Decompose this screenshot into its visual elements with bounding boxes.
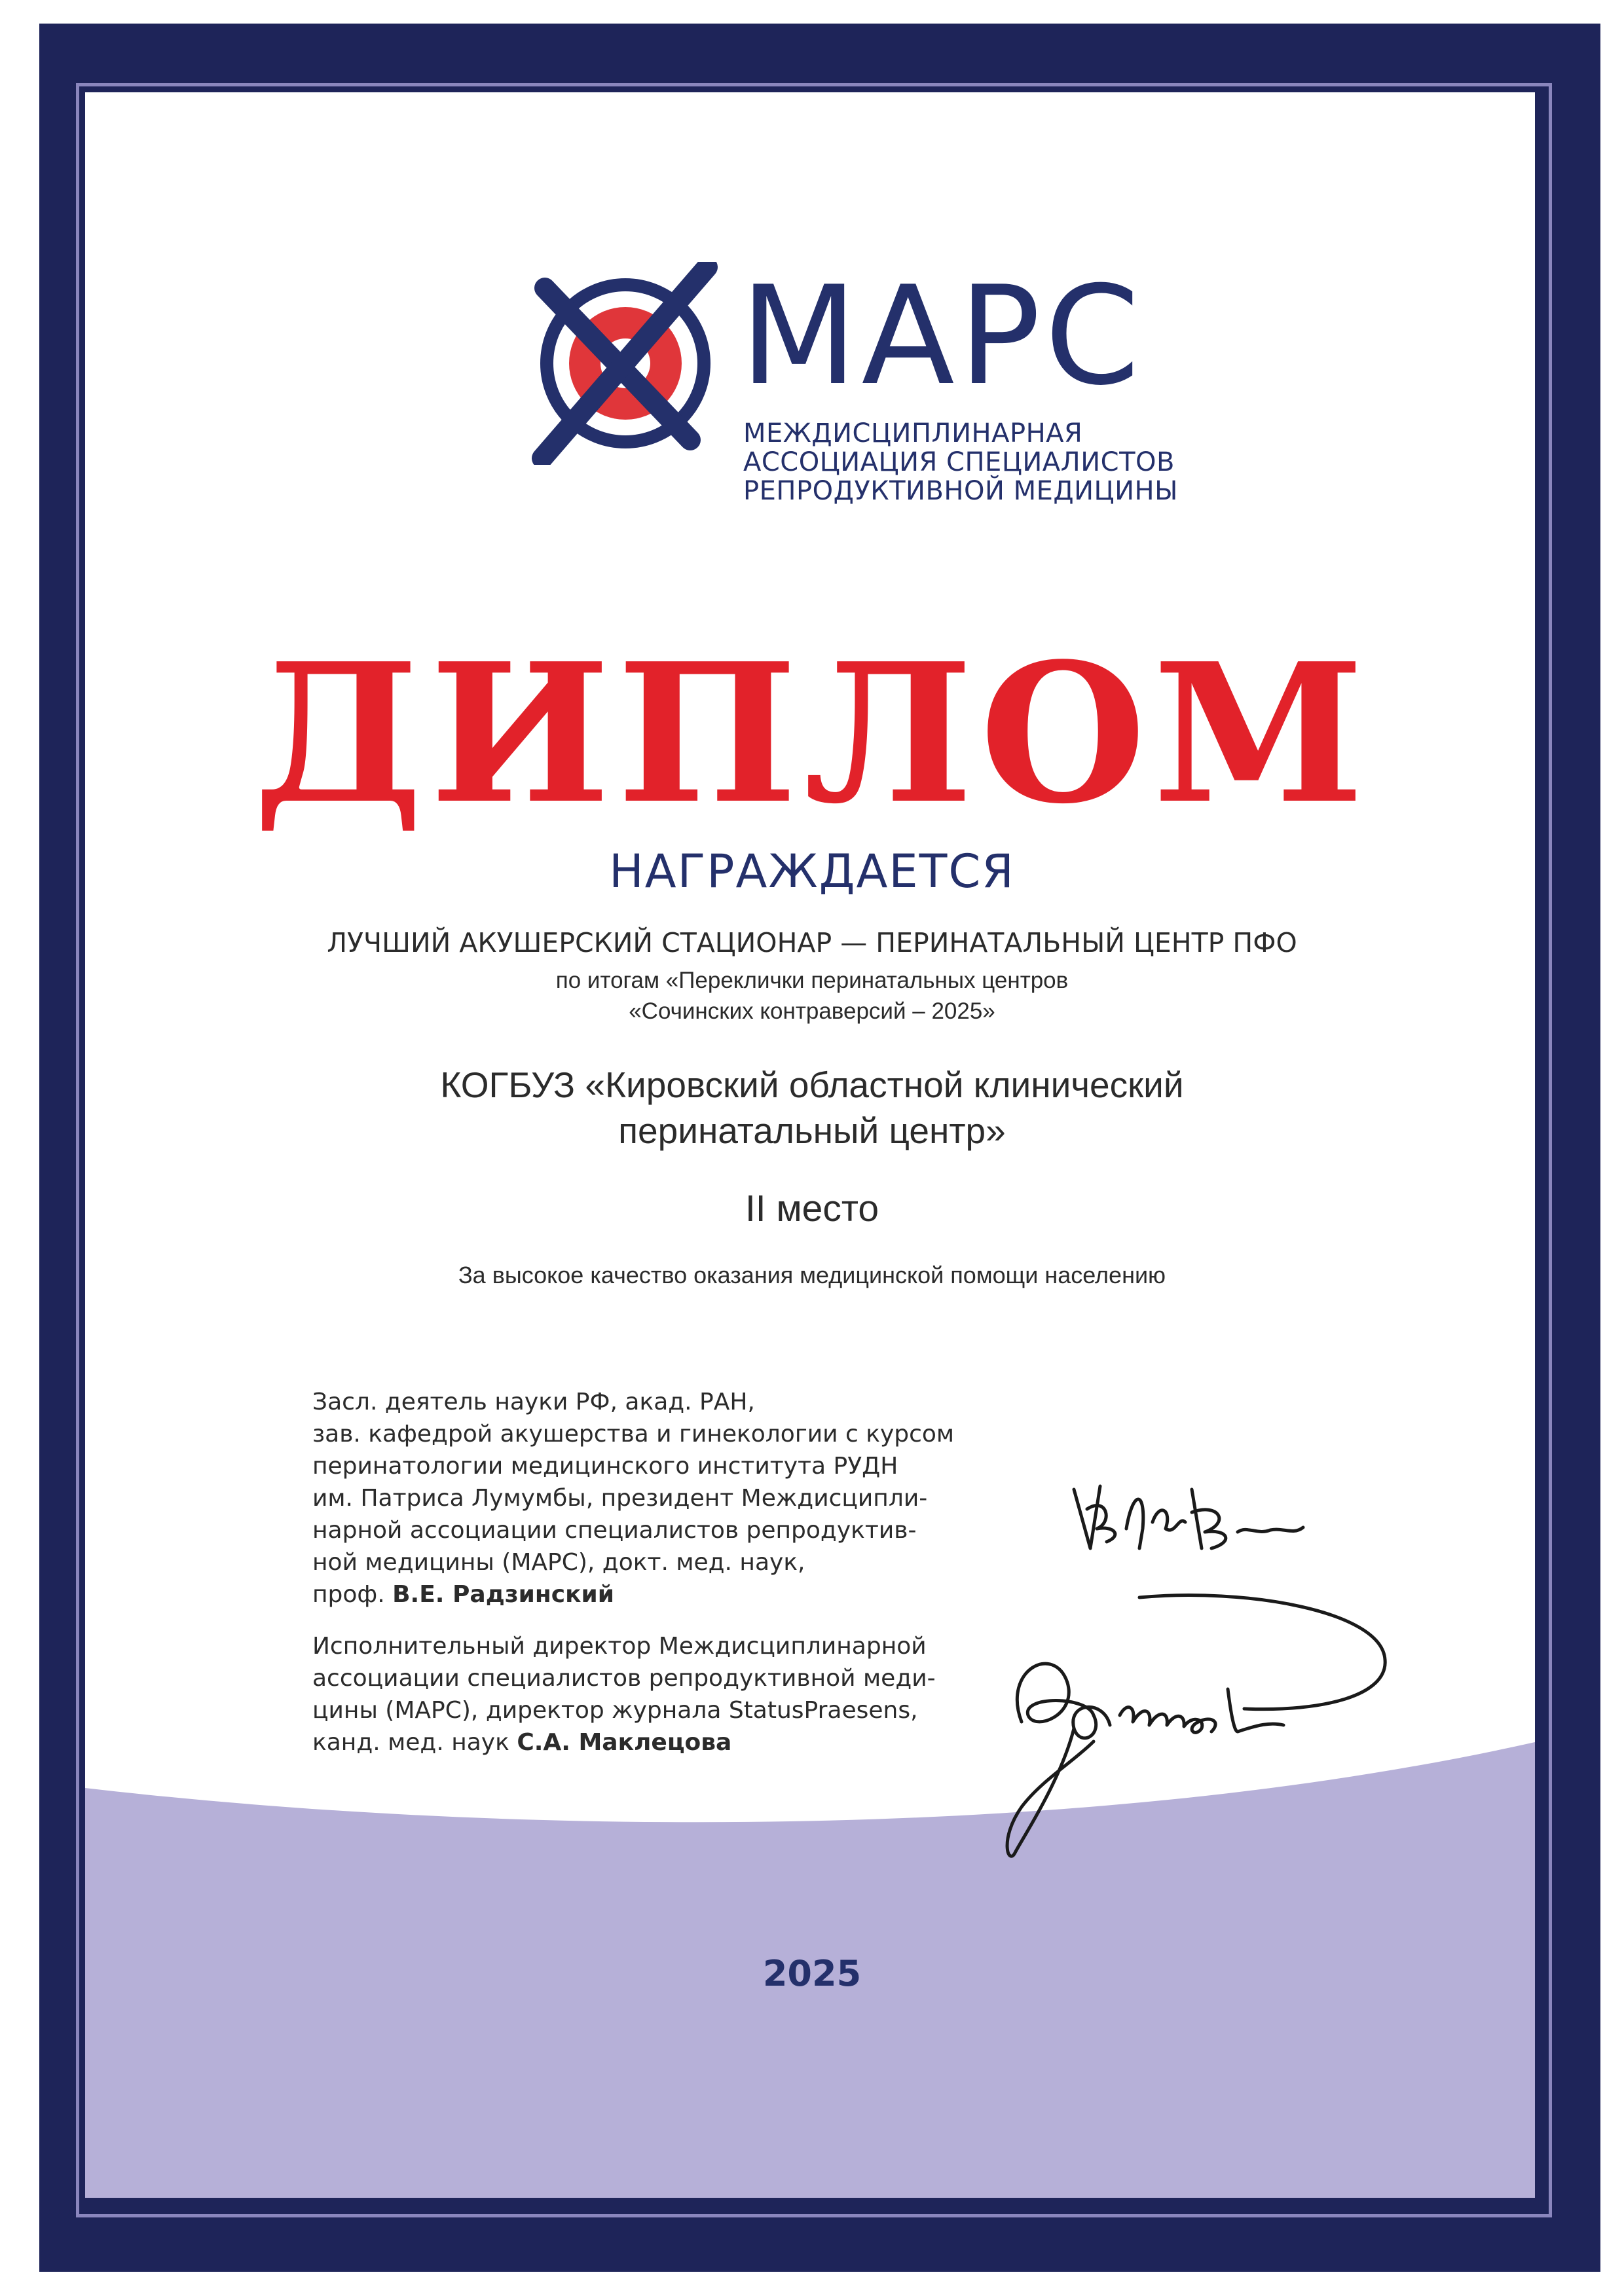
logo-subtitle-line-3: РЕПРОДУКТИВНОЙ МЕДИЦИНЫ	[743, 476, 1178, 506]
mars-logo-icon	[530, 262, 720, 465]
signer-2-title: канд. мед. наук	[312, 1729, 509, 1756]
awarded-label: НАГРАЖДАЕТСЯ	[609, 845, 1015, 898]
award-reason: За высокое качество оказания медицинской помощи населению	[458, 1262, 1166, 1288]
signer-1-line: нарной ассоциации специалистов репродуктив-	[312, 1517, 917, 1544]
signer-1-line: Засл. деятель науки РФ, акад. РАН,	[312, 1389, 755, 1415]
diploma-title: ДИПЛОМ	[253, 621, 1371, 846]
organization-line-2: перинатальный центр»	[618, 1110, 1006, 1151]
logo-subtitle-line-2: АССОЦИАЦИЯ СПЕЦИАЛИСТОВ	[743, 447, 1175, 477]
signer-2-line: ассоциации специалистов репродуктивной меди-	[312, 1665, 936, 1692]
signer-1-line: зав. кафедрой акушерства и гинекологии с курсом	[312, 1421, 955, 1448]
signer-1-line: перинатологии медицинского института РУДН	[312, 1453, 898, 1480]
year: 2025	[762, 1953, 862, 1994]
signer-1-credentials	[312, 1386, 954, 1611]
award-context-line-1: по итогам «Переклички перинатальных центров	[555, 968, 1069, 993]
signer-1-line: им. Патриса Лумумбы, президент Междисципли-	[312, 1485, 928, 1512]
logo-subtitle-line-1: МЕЖДИСЦИПЛИНАРНАЯ	[743, 418, 1083, 448]
signer-2-line: Исполнительный директор Междисциплинарной	[312, 1633, 927, 1660]
logo-name: МАРС	[740, 257, 1144, 416]
signer-1-name: В.Е. Радзинский	[392, 1581, 614, 1608]
award-context-line-2: «Сочинских контраверсий – 2025»	[629, 998, 995, 1024]
award-category: ЛУЧШИЙ АКУШЕРСКИЙ СТАЦИОНАР — ПЕРИНАТАЛЬНЫЙ ЦЕНТР ПФО	[327, 927, 1297, 958]
signature-makletsova	[995, 1591, 1401, 1872]
signer-2-credentials	[312, 1630, 936, 1758]
place-label: II место	[745, 1188, 879, 1230]
signer-2-name: С.А. Маклецова	[517, 1729, 732, 1756]
signer-2-line: цины (МАРС), директор журнала StatusPraesens,	[312, 1697, 918, 1724]
signature-radzinsky	[1061, 1450, 1310, 1581]
signer-1-title: проф.	[312, 1581, 385, 1608]
organization-line-1: КОГБУЗ «Кировский областной клинический	[440, 1065, 1184, 1105]
signer-1-line: ной медицины (МАРС), докт. мед. наук,	[312, 1549, 805, 1576]
